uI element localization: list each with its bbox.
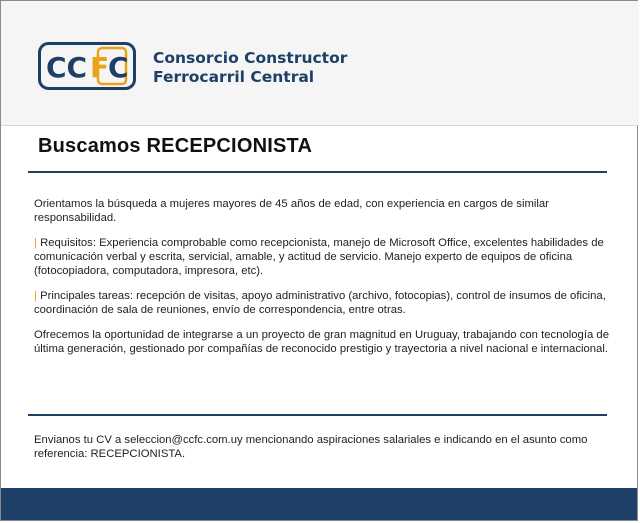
- footer-bar: [1, 488, 637, 520]
- company-name: [153, 49, 347, 87]
- ccfc-logo-icon: [38, 42, 136, 90]
- company-name-line2: Ferrocarril Central: [153, 68, 315, 86]
- requirements-paragraph: [34, 236, 609, 278]
- tasks-text: Principales tareas: recepción de visitas, apoyo administrativo (archivo, fotocopias), control de insumos de oficina, coordinación de sala de reuniones, envío de correspondencia, entre otras.: [34, 290, 606, 316]
- divider-bottom: [28, 414, 607, 416]
- offer-paragraph: Ofrecemos la oportunidad de integrarse a un proyecto de gran magnitud en Uruguay, trabajando con tecnología de última generación, gestionado por compañías de reconocido prestigio y trayectoria a nivel nacional e internacional.: [34, 329, 609, 355]
- ccfc-logo: [38, 42, 136, 90]
- company-name-line1: Consorcio Constructor: [153, 49, 348, 67]
- accent-bar-icon: |: [34, 237, 37, 249]
- accent-bar-icon: |: [34, 290, 37, 302]
- divider-top: [28, 171, 607, 173]
- job-description: [34, 197, 609, 367]
- page-title: Buscamos RECEPCIONISTA: [38, 135, 313, 157]
- intro-paragraph: Orientamos la búsqueda a mujeres mayores de 45 años de edad, con experiencia en cargos de similar responsabilidad.: [34, 198, 549, 224]
- svg-text:F: F: [90, 51, 110, 84]
- svg-text:CC: CC: [46, 51, 88, 84]
- header: [1, 1, 639, 126]
- requirements-text: Requisitos: Experiencia comprobable como recepcionista, manejo de Microsoft Office, excelentes habilidades de comunicación verbal y escrita, servicial, amable, y actitud de servicio. Manejo experto de equipos de oficina (fotocopiadora, computadora, impresora, etc).: [34, 237, 604, 277]
- svg-text:C: C: [108, 51, 129, 84]
- contact-instructions: Envianos tu CV a seleccion@ccfc.com.uy mencionando aspiraciones salariales e indicando en el asunto como referencia: RECEPCIONISTA.: [34, 434, 588, 460]
- tasks-paragraph: [34, 289, 609, 317]
